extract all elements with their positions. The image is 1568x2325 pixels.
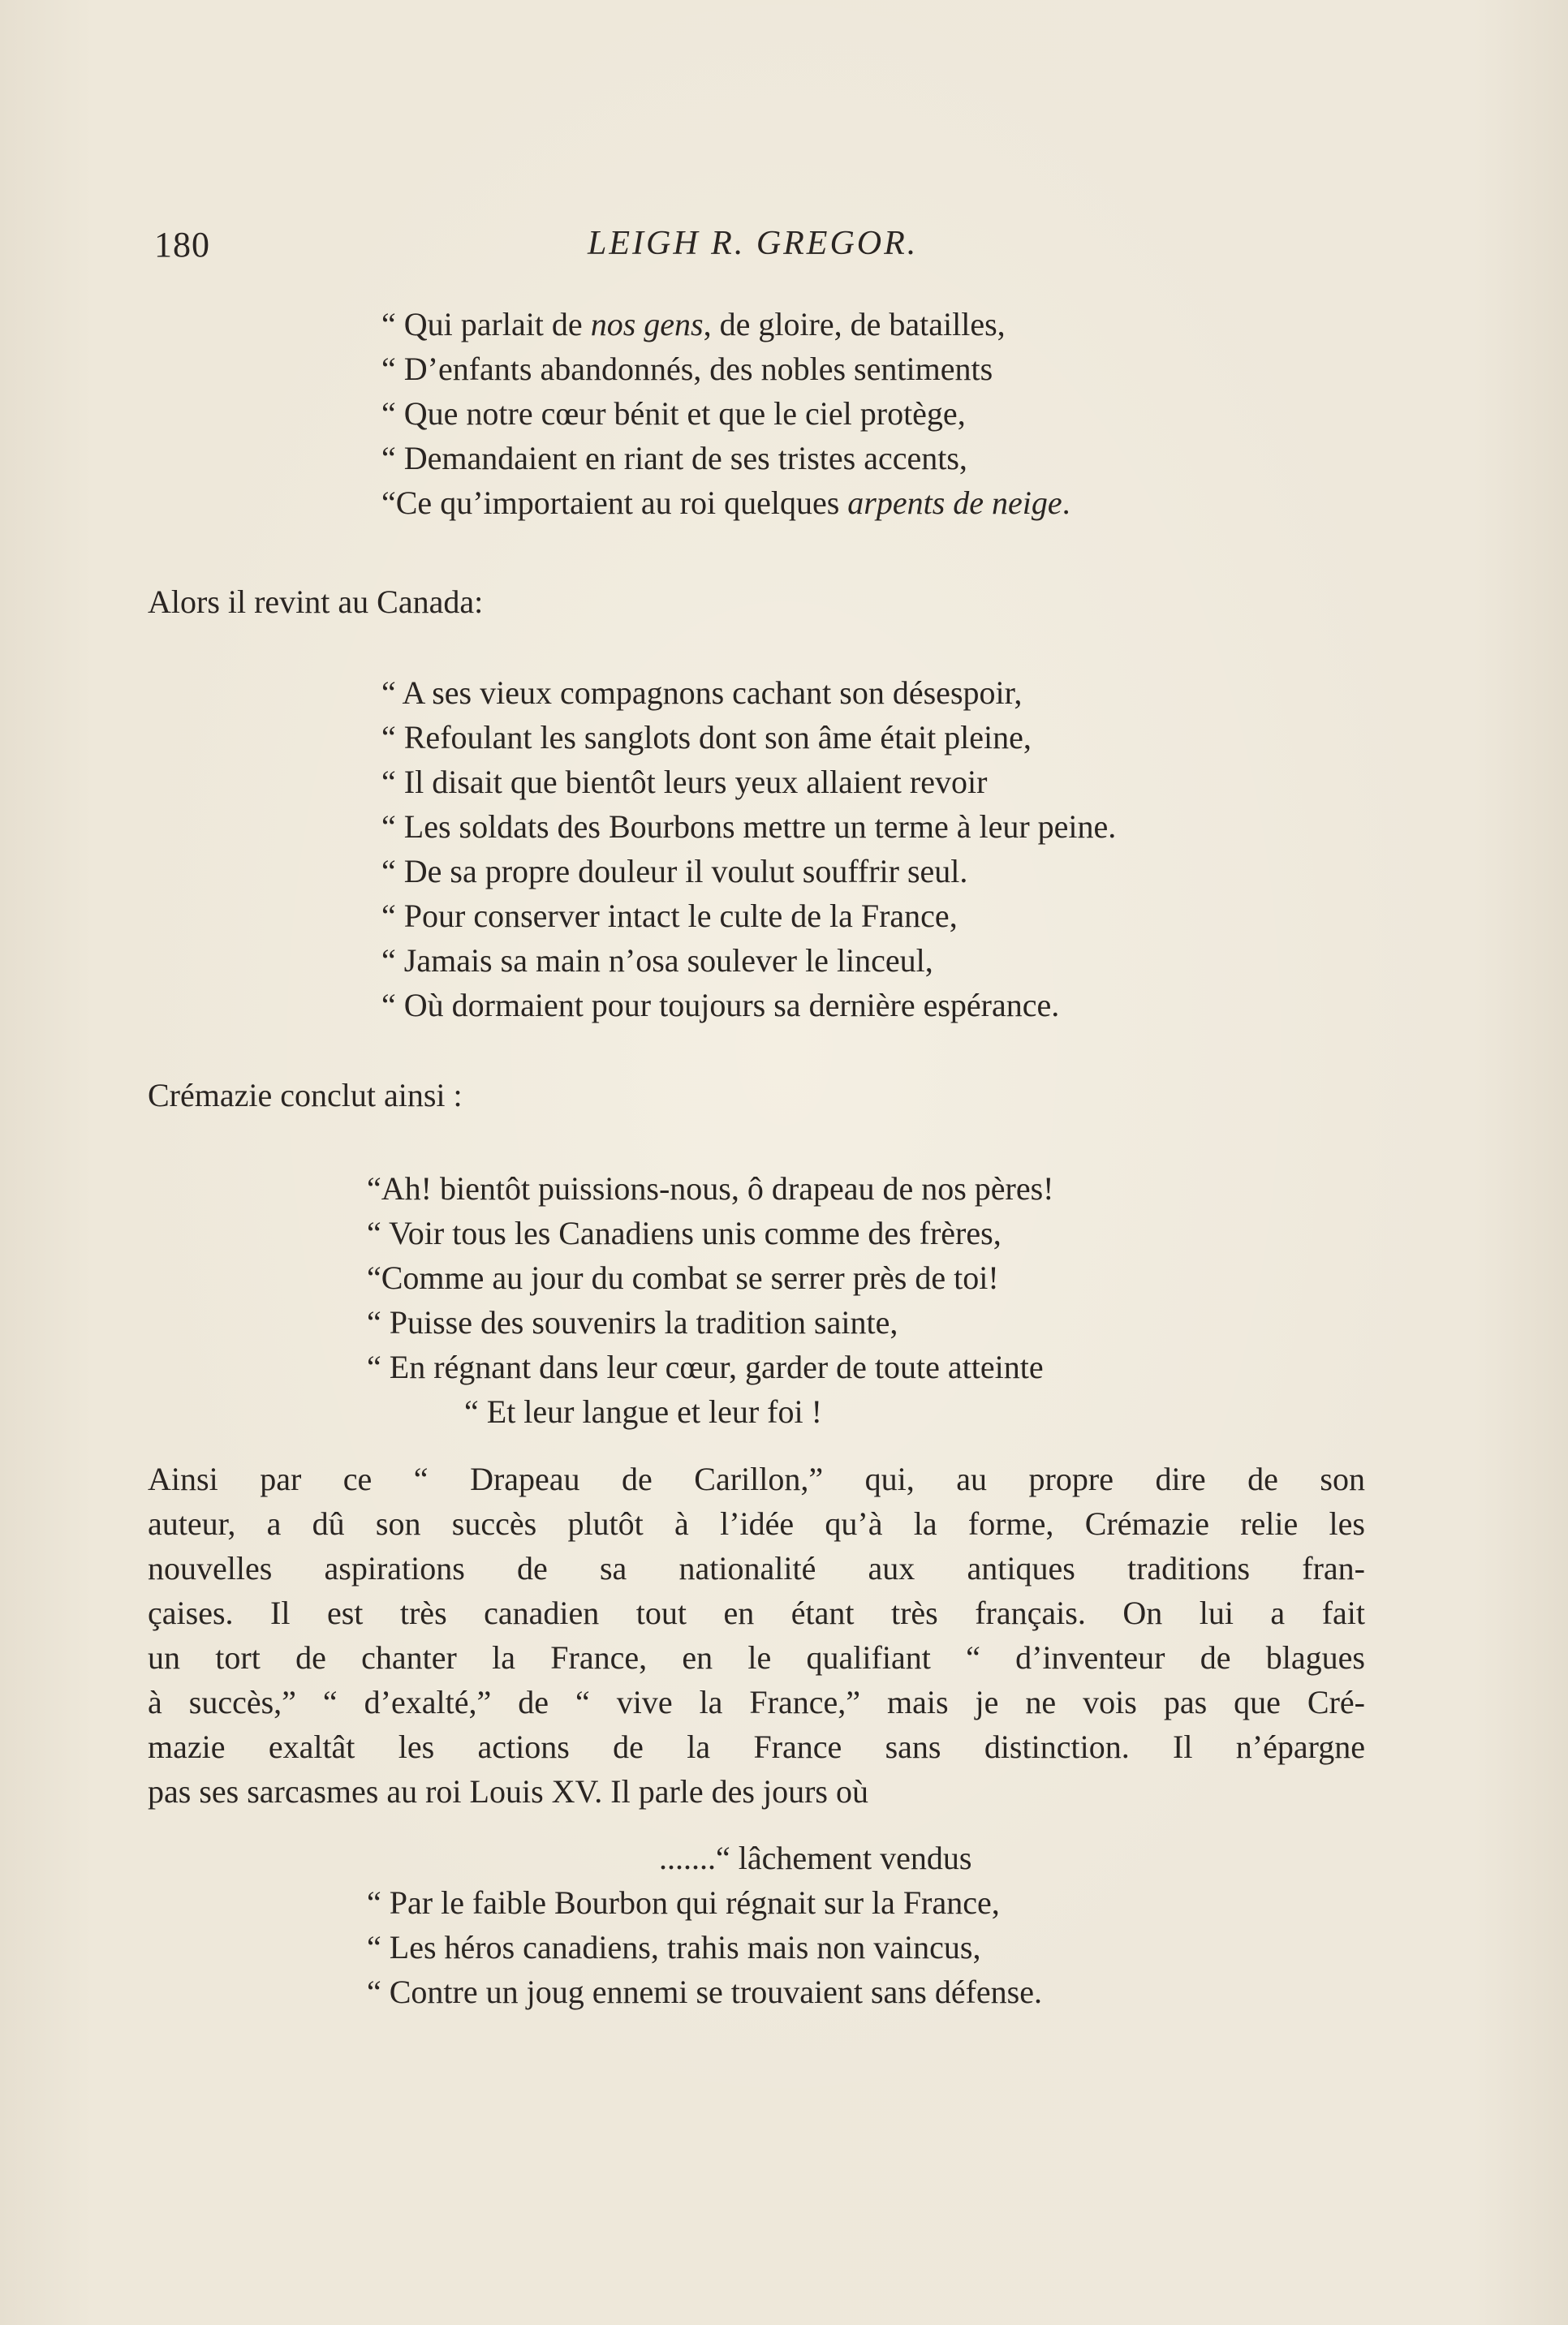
paragraph-line: çaises. Il est très canadien tout en étant très français. On lui a fait <box>148 1595 1365 1631</box>
paragraph-line: à succès,” “ d’exalté,” de “ vive la France,” mais je ne vois pas que Cré- <box>148 1684 1365 1720</box>
verse-line: “ De sa propre douleur il voulut souffrir seul. <box>381 853 968 889</box>
paragraph-line: un tort de chanter la France, en le qualifiant “ d’inventeur de blagues <box>148 1639 1365 1676</box>
verse-line: “ Pour conserver intact le culte de la France, <box>381 898 958 934</box>
verse-line: “ Qui parlait de nos gens, de gloire, de batailles, <box>381 306 1006 342</box>
verse-line: “ Par le faible Bourbon qui régnait sur la France, <box>367 1884 1000 1921</box>
verse-stanza-4 <box>367 1836 1042 2014</box>
verse-line: “ Et leur langue et leur foi ! <box>464 1393 822 1430</box>
prose-intro-line: Crémazie conclut ainsi : <box>148 1077 463 1113</box>
verse-line: “ Contre un joug ennemi se trouvaient sans défense. <box>367 1974 1042 2010</box>
verse-line: “ Demandaient en riant de ses tristes accents, <box>381 440 967 476</box>
verse-line: “ A ses vieux compagnons cachant son désespoir, <box>381 674 1023 711</box>
prose-intro-line: Alors il revint au Canada: <box>148 583 484 620</box>
verse-stanza-2 <box>381 670 1116 1027</box>
page-header <box>154 224 1372 273</box>
verse-line: “ En régnant dans leur cœur, garder de toute atteinte <box>367 1349 1044 1385</box>
verse-line: “ Où dormaient pour toujours sa dernière espérance. <box>381 987 1060 1023</box>
verse-line: “Ah! bientôt puissions-nous, ô drapeau de nos pères! <box>367 1170 1054 1207</box>
verse-line: “ Que notre cœur bénit et que le ciel protège, <box>381 395 966 432</box>
verse-line: “ D’enfants abandonnés, des nobles sentiments <box>381 351 993 387</box>
verse-line: “ Refoulant les sanglots dont son âme était pleine, <box>381 719 1032 756</box>
prose-paragraph <box>148 1457 1365 1814</box>
verse-line: “ Il disait que bientôt leurs yeux allaient revoir <box>381 764 988 800</box>
verse-line: “ Puisse des souvenirs la tradition sainte, <box>367 1304 898 1341</box>
verse-line: .......“ lâchement vendus <box>659 1840 972 1876</box>
paragraph-line: pas ses sarcasmes au roi Louis XV. Il parle des jours où <box>148 1773 868 1810</box>
verse-stanza-3 <box>367 1166 1053 1434</box>
verse-line: “ Les héros canadiens, trahis mais non vaincus, <box>367 1929 981 1965</box>
paragraph-line: Ainsi par ce “ Drapeau de Carillon,” qui, au propre dire de son <box>148 1461 1365 1497</box>
verse-line: “ Les soldats des Bourbons mettre un terme à leur peine. <box>381 808 1117 845</box>
verse-line: “ Jamais sa main n’osa soulever le linceul, <box>381 942 933 979</box>
page-number: 180 <box>154 225 210 265</box>
verse-line: “Comme au jour du combat se serrer près de toi! <box>367 1259 999 1296</box>
verse-stanza-1 <box>381 302 1070 525</box>
running-head: LEIGH R. GREGOR. <box>588 225 919 262</box>
paragraph-line: auteur, a dû son succès plutôt à l’idée qu’à la forme, Crémazie relie les <box>148 1505 1365 1542</box>
paragraph-line: mazie exaltât les actions de la France sans distinction. Il n’épargne <box>148 1729 1365 1765</box>
paragraph-line: nouvelles aspirations de sa nationalité aux antiques traditions fran- <box>148 1550 1365 1587</box>
verse-line: “Ce qu’importaient au roi quelques arpents de neige. <box>381 484 1070 521</box>
verse-line: “ Voir tous les Canadiens unis comme des frères, <box>367 1215 1002 1251</box>
